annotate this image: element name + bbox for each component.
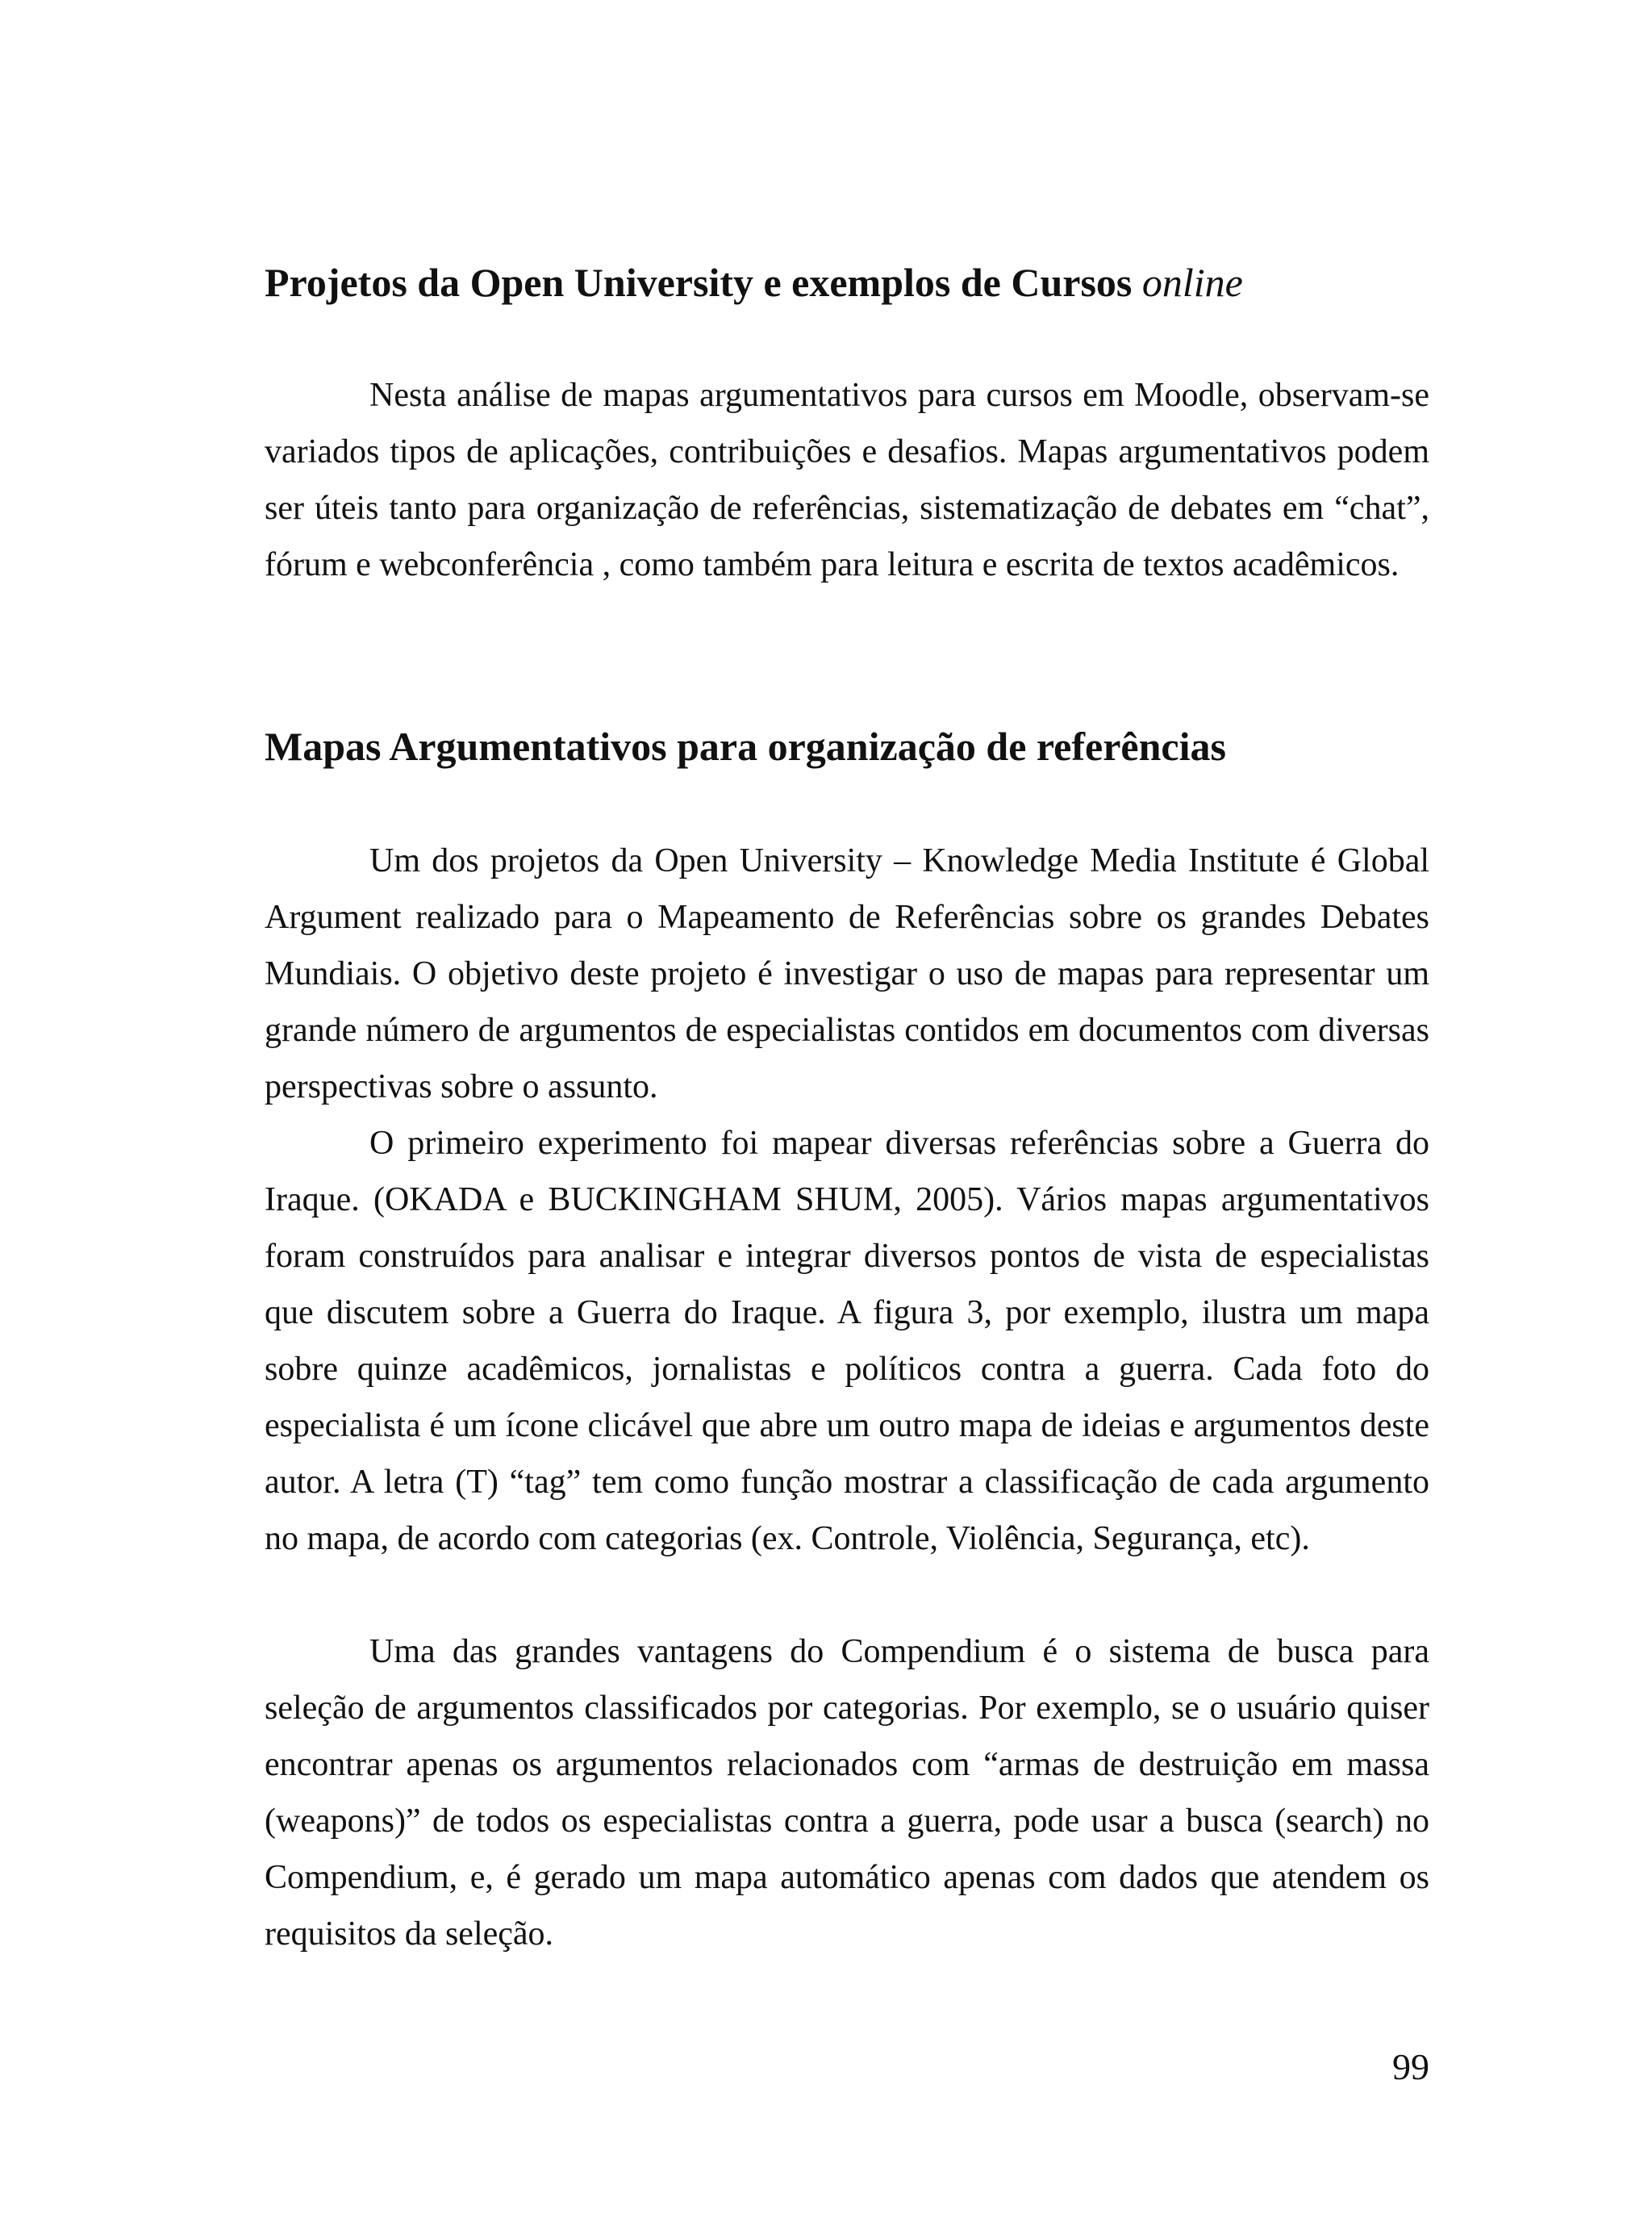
intro-paragraph: Nesta análise de mapas argumentativos para cursos em Moodle, observam-se variados tipos de aplicações, contribuições e desafios. Mapas argumentativos podem ser úteis tanto para organização de referências, sistematização de debates em “chat”, fórum e webconferência , como também para leitura e escrita de textos acadêmicos. bbox=[265, 377, 1429, 583]
section-heading-bold-text: Projetos da Open University e exemplos de Cursos bbox=[265, 260, 1133, 305]
paragraph-compendium-search: Uma das grandes vantagens do Compendium é o sistema de busca para seleção de argumentos classificados por categorias. Por exemplo, se o usuário quiser encontrar apenas os argumentos relacionados com “armas de destruição em massa (weapons)” de todos os especialistas contra a guerra, pode usar a busca (search) no Compendium, e, é gerado um mapa automático apenas com dados que atendem os requisitos da seleção. bbox=[265, 1633, 1429, 1953]
section-heading-open-university bbox=[265, 258, 1434, 307]
section-heading-argument-maps: Mapas Argumentativos para organização de referências bbox=[265, 724, 1226, 769]
paragraph-iraq-war-experiment: O primeiro experimento foi mapear diversas referências sobre a Guerra do Iraque. (OKADA e BUCKINGHAM SHUM, 2005). Vários mapas argumentativos foram construídos para analisar e integrar diversos pontos de vista de especialistas que discutem sobre a Guerra do Iraque. A figura 3, por exemplo, ilustra um mapa sobre quinze acadêmicos, jornalistas e políticos contra a guerra. Cada foto do especialista é um ícone clicável que abre um outro mapa de ideias e argumentos deste autor. A letra (T) “tag” tem como função mostrar a classificação de cada argumento no mapa, de acordo com categorias (ex. Controle, Violência, Segurança, etc). bbox=[265, 1125, 1429, 1557]
page-number: 99 bbox=[1392, 2046, 1429, 2087]
paragraph-global-argument: Um dos projetos da Open University – Knowledge Media Institute é Global Argument realizado para o Mapeamento de Referências sobre os grandes Debates Mundiais. O objetivo deste projeto é investigar o uso de mapas para representar um grande número de argumentos de especialistas contidos em documentos com diversas perspectivas sobre o assunto. bbox=[265, 842, 1429, 1105]
section-heading-italic-text: online bbox=[1141, 260, 1243, 305]
